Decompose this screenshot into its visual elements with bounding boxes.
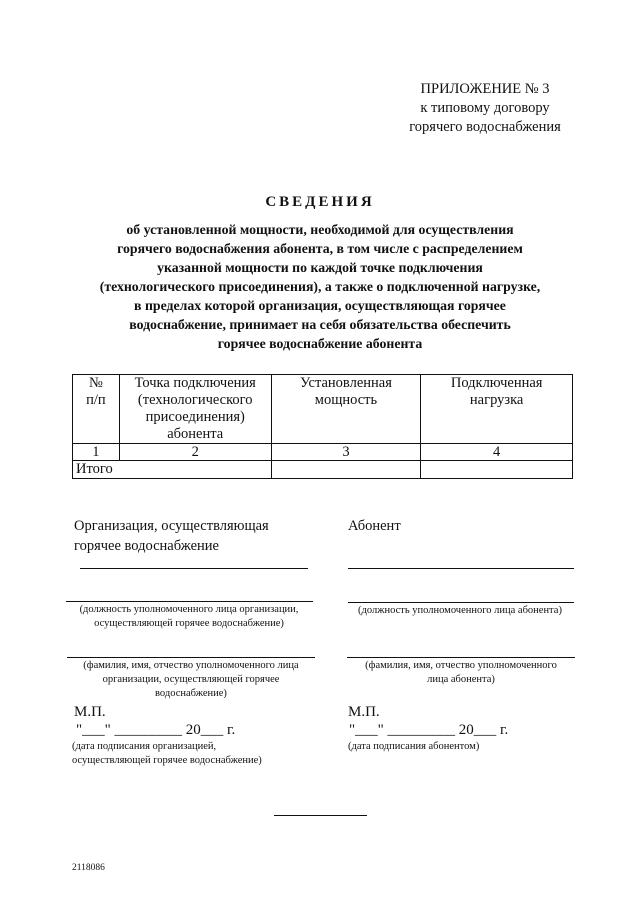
subtitle-line: (технологического присоединения), а также о подключенной нагрузке, <box>99 279 541 294</box>
left-party-title-line: горячее водоснабжение <box>74 538 219 554</box>
footer-divider <box>274 815 367 816</box>
header-text: присоединения) <box>145 409 245 425</box>
total-label: Итого <box>73 461 272 479</box>
header-text: мощность <box>314 392 378 408</box>
header-text: Точка подключения <box>134 375 256 391</box>
left-date-caption <box>72 740 262 768</box>
header-connected-load <box>421 375 573 444</box>
caption-line: организации, осуществляющей горячее <box>102 674 280 685</box>
left-signature-line <box>80 568 308 569</box>
left-stamp: М.П. <box>74 704 106 720</box>
header-text: абонента <box>167 426 224 442</box>
left-position-caption <box>50 603 328 631</box>
right-date-line: "___" _________ 20___ г. <box>349 722 509 738</box>
subtitle-line: горячее водоснабжение абонента <box>217 336 423 351</box>
caption-line: осуществляющей горячее водоснабжение) <box>94 618 284 629</box>
appendix-line-2: к типовому договору <box>420 100 550 116</box>
right-date-caption: (дата подписания абонентом) <box>348 741 480 752</box>
header-text: нагрузка <box>469 392 524 408</box>
subtitle-line: водоснабжение, принимает на себя обязательства обеспечить <box>129 317 511 332</box>
caption-line: (должность уполномоченного лица организации, <box>79 604 299 615</box>
left-date-line: "___" _________ 20___ г. <box>76 722 236 738</box>
right-stamp: М.П. <box>348 704 380 720</box>
header-text: № <box>88 375 103 391</box>
left-name-line <box>67 657 315 658</box>
column-number: 2 <box>119 444 271 461</box>
appendix-line-3: горячего водоснабжения <box>409 119 561 135</box>
total-cell <box>271 461 421 479</box>
left-party-title <box>74 516 269 556</box>
header-number <box>73 375 120 444</box>
subtitle-line: в пределах которой организация, осуществляющая горячее <box>134 298 506 313</box>
right-position-caption: (должность уполномоченного лица абонента) <box>358 605 562 616</box>
document-subtitle <box>80 220 560 353</box>
document-heading: СВЕДЕНИЯ <box>265 194 375 210</box>
left-position-line <box>66 601 313 602</box>
right-name-caption <box>345 659 577 687</box>
right-position-line <box>348 602 574 603</box>
appendix-header <box>400 80 570 137</box>
table-header-row <box>73 375 573 444</box>
right-party-title: Абонент <box>348 518 401 534</box>
subtitle-line: об установленной мощности, необходимой для осуществления <box>126 222 514 237</box>
table-row <box>73 444 573 461</box>
document-code: 2118086 <box>72 863 105 873</box>
caption-line: (фамилия, имя, отчество уполномоченного <box>365 660 557 671</box>
table-total-row <box>73 461 573 479</box>
left-party-title-line: Организация, осуществляющая <box>74 518 269 534</box>
caption-line: (дата подписания организацией, <box>72 741 217 752</box>
header-installed-capacity <box>271 375 421 444</box>
caption-line: осуществляющей горячее водоснабжение) <box>72 755 262 766</box>
column-number: 3 <box>271 444 421 461</box>
appendix-title: ПРИЛОЖЕНИЕ № 3 <box>420 81 550 97</box>
header-text: Подключенная <box>450 375 543 391</box>
column-number: 4 <box>421 444 573 461</box>
right-signature-line <box>348 568 574 569</box>
total-cell <box>421 461 573 479</box>
column-number: 1 <box>73 444 120 461</box>
subtitle-line: указанной мощности по каждой точке подключения <box>157 260 483 275</box>
caption-line: лица абонента) <box>427 674 495 685</box>
header-text: Установленная <box>300 375 392 391</box>
header-text: п/п <box>86 392 106 408</box>
capacity-table <box>72 374 573 479</box>
header-text: (технологического <box>137 392 253 408</box>
header-connection-point <box>119 375 271 444</box>
subtitle-line: горячего водоснабжения абонента, в том числе с распределением <box>117 241 523 256</box>
caption-line: (фамилия, имя, отчество уполномоченного лица <box>83 660 299 671</box>
caption-line: водоснабжение) <box>155 688 227 699</box>
left-name-caption <box>50 659 332 701</box>
right-name-line <box>347 657 575 658</box>
